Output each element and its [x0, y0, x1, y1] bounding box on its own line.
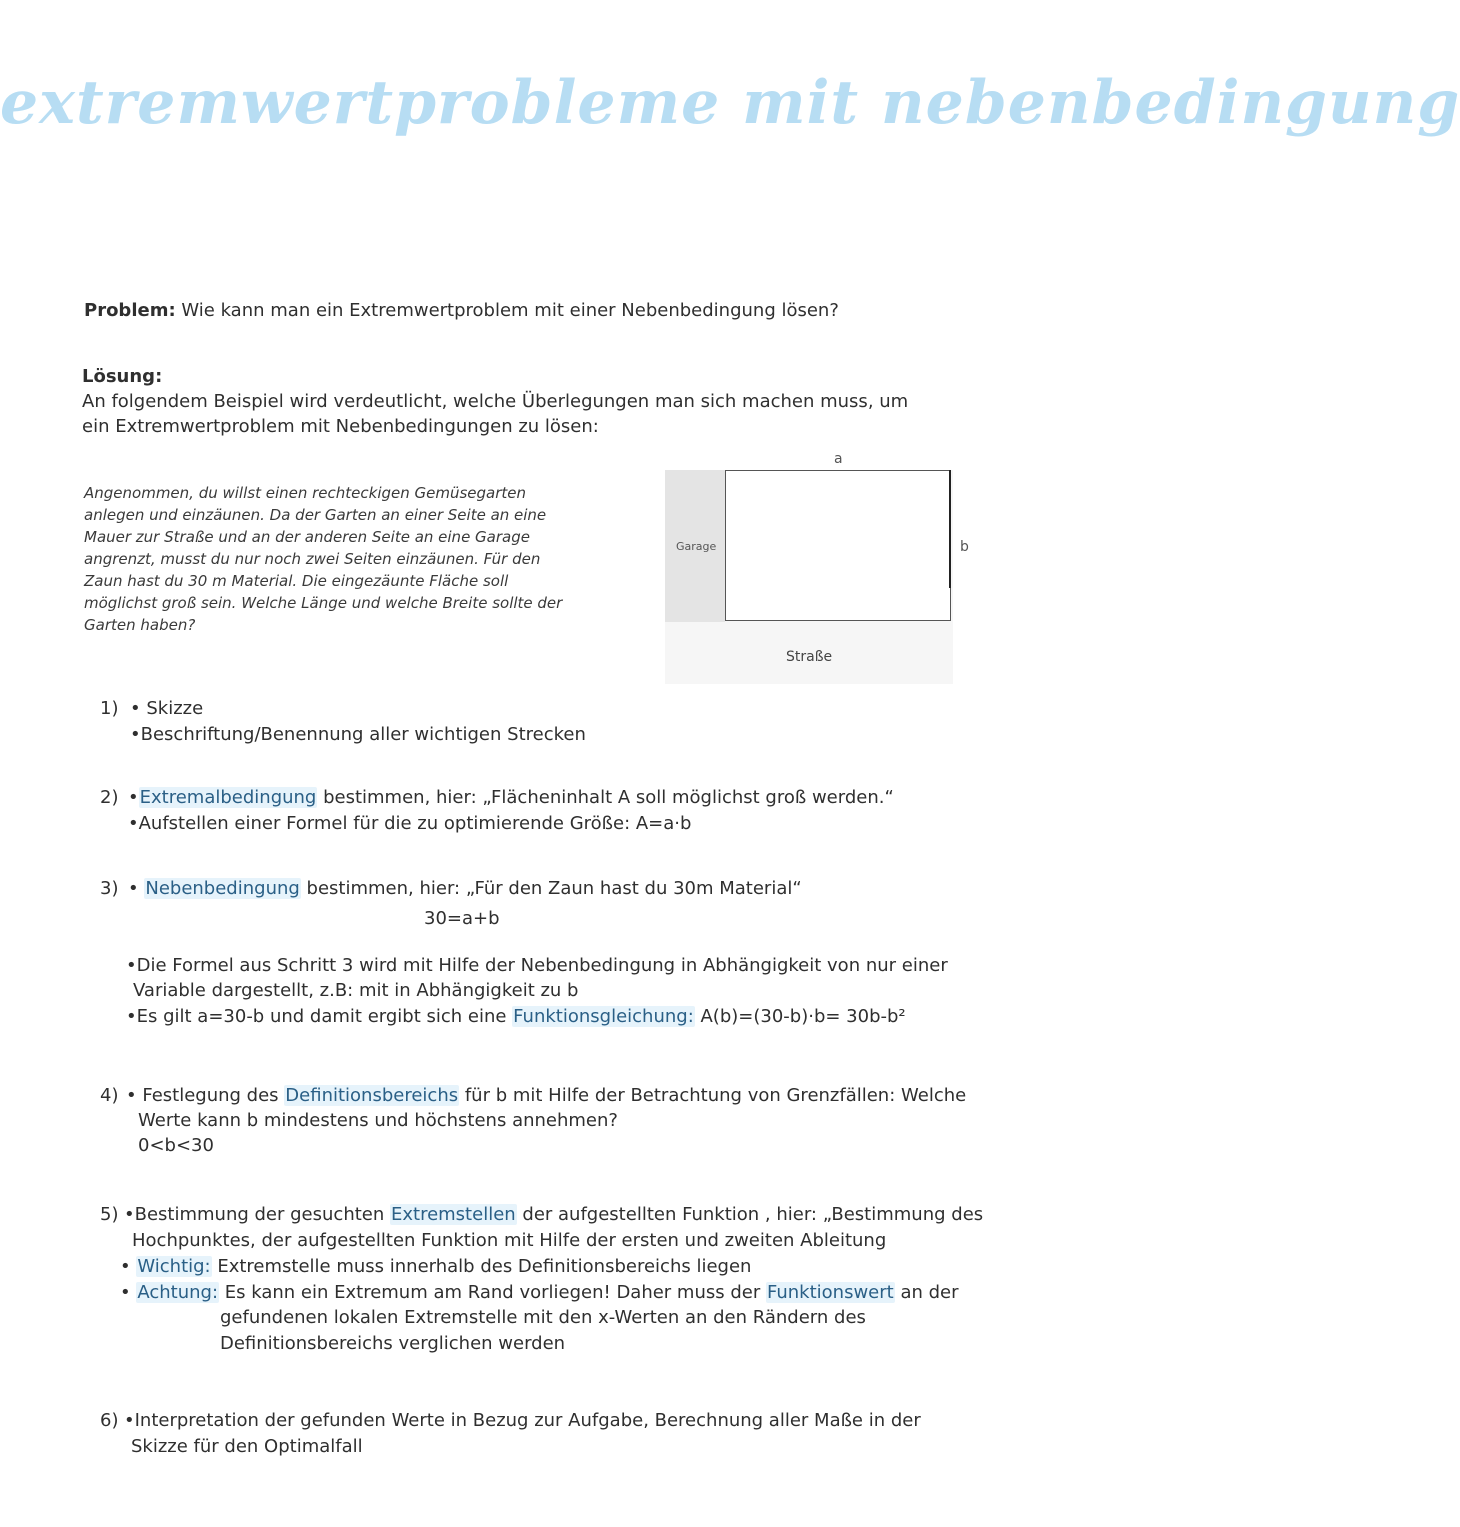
step-5-text: der aufgestellten Funktion , hier: „Bestimmung des: [516, 1204, 984, 1225]
term-funktionsgleichung: Funktionsgleichung:: [513, 1006, 694, 1027]
garden-rectangle: [725, 470, 951, 621]
step-5-line-1: [124, 1202, 983, 1228]
step-5-number: 5): [100, 1204, 119, 1225]
solution-label: Lösung:: [82, 366, 163, 387]
step-4-text: für b mit Hilfe der Betrachtung von Grenzfällen: Welche: [459, 1085, 967, 1106]
step-2-line-1: [128, 785, 894, 811]
term-nebenbedingung: Nebenbedingung: [145, 878, 300, 899]
problem-line: [84, 298, 839, 324]
step-3-line-5: [126, 1004, 906, 1030]
step-5-wichtig: [120, 1254, 751, 1280]
step-3-equation: A(b)=(30-b)·b= 30b-b²: [694, 1006, 906, 1027]
bullet: •: [128, 787, 139, 808]
step-2-text: bestimmen, hier: „Flächeninhalt A soll möglichst groß werden.“: [317, 787, 894, 808]
example-line: Zaun hast du 30 m Material. Die eingezäunte Fläche soll: [84, 572, 509, 590]
bullet: •: [120, 1282, 131, 1303]
step-3-formula: 30=a+b: [424, 908, 500, 929]
bullet: •: [120, 1256, 131, 1277]
step-6-line-1: •Interpretation der gefunden Werte in Bezug zur Aufgabe, Berechnung aller Maße in der: [124, 1410, 921, 1431]
step-5-line-5: gefundenen lokalen Extremstelle mit den x-Werten an den Rändern des: [220, 1307, 866, 1328]
step-1-line-2: •Beschriftung/Benennung aller wichtigen Strecken: [130, 724, 586, 745]
fence-side-b: [949, 470, 951, 588]
step-4-line-2: Werte kann b mindestens und höchstens annehmen?: [138, 1110, 618, 1131]
step-4-number: 4): [100, 1085, 119, 1106]
problem-label: Problem:: [84, 300, 176, 321]
term-extremalbedingung: Extremalbedingung: [139, 787, 317, 808]
step-1-number: 1): [100, 698, 119, 719]
step-3-text: bestimmen, hier: „Für den Zaun hast du 30m Material“: [300, 878, 802, 899]
term-extremstellen: Extremstellen: [390, 1204, 516, 1225]
step-4-line-1: [126, 1083, 966, 1109]
step-6-number: 6): [100, 1410, 119, 1431]
step-3-number: 3): [100, 878, 119, 899]
term-wichtig: Wichtig:: [137, 1256, 211, 1277]
term-funktionswert: Funktionswert: [766, 1282, 894, 1303]
example-line: Mauer zur Straße und an der anderen Seite an eine Garage: [84, 528, 530, 546]
step-2-number: 2): [100, 787, 119, 808]
step-5-line-2: Hochpunktes, der aufgestellten Funktion mit Hilfe der ersten und zweiten Ableitung: [132, 1230, 887, 1251]
step-3-line-1: [128, 876, 802, 902]
side-a-label: a: [834, 451, 843, 467]
step-5-line-6: Definitionsbereichs verglichen werden: [220, 1333, 566, 1354]
step-5-text: Extremstelle muss innerhalb des Definitionsbereichs liegen: [211, 1256, 752, 1277]
step-3-line-4: Variable dargestellt, z.B: mit in Abhängigkeit zu b: [133, 980, 579, 1001]
example-line: anlegen und einzäunen. Da der Garten an einer Seite an eine: [84, 506, 547, 524]
garage-label: Garage: [676, 540, 717, 553]
example-text: [84, 482, 624, 636]
step-3-text: •Es gilt a=30-b und damit ergibt sich eine: [126, 1006, 513, 1027]
example-line: angrenzt, musst du nur noch zwei Seiten einzäunen. Für den: [84, 550, 541, 568]
step-5-text: Es kann ein Extremum am Rand vorliegen! Daher muss der: [219, 1282, 766, 1303]
step-1-line-1: • Skizze: [130, 698, 204, 719]
step-4-text: • Festlegung des: [126, 1085, 285, 1106]
step-2-line-2: •Aufstellen einer Formel für die zu optimierende Größe: A=a·b: [128, 813, 692, 834]
step-6-line-2: Skizze für den Optimalfall: [131, 1436, 363, 1457]
term-achtung: Achtung:: [137, 1282, 219, 1303]
step-5-achtung: [120, 1280, 959, 1306]
example-line: möglichst groß sein. Welche Länge und welche Breite sollte der: [84, 594, 563, 612]
street-label: Straße: [786, 649, 833, 665]
example-line: Angenommen, du willst einen rechteckigen Gemüsegarten: [84, 484, 527, 502]
bullet: •: [128, 878, 139, 899]
term-definitionsbereich: Definitionsbereichs: [285, 1085, 459, 1106]
page-title: extremwertprobleme mit nebenbedingung: [0, 68, 1460, 138]
solution-line-1: An folgendem Beispiel wird verdeutlicht, welche Überlegungen man sich machen muss, um: [82, 391, 909, 412]
side-b-label: b: [960, 539, 969, 555]
step-4-line-3: 0<b<30: [138, 1135, 214, 1156]
example-line: Garten haben?: [84, 616, 196, 634]
problem-text: Wie kann man ein Extremwertproblem mit einer Nebenbedingung lösen?: [175, 300, 839, 321]
solution-line-2: ein Extremwertproblem mit Nebenbedingungen zu lösen:: [82, 416, 599, 437]
step-3-line-3: •Die Formel aus Schritt 3 wird mit Hilfe der Nebenbedingung in Abhängigkeit von nur einer: [126, 955, 948, 976]
step-5-text: an der: [894, 1282, 959, 1303]
step-5-text: •Bestimmung der gesuchten: [124, 1204, 390, 1225]
